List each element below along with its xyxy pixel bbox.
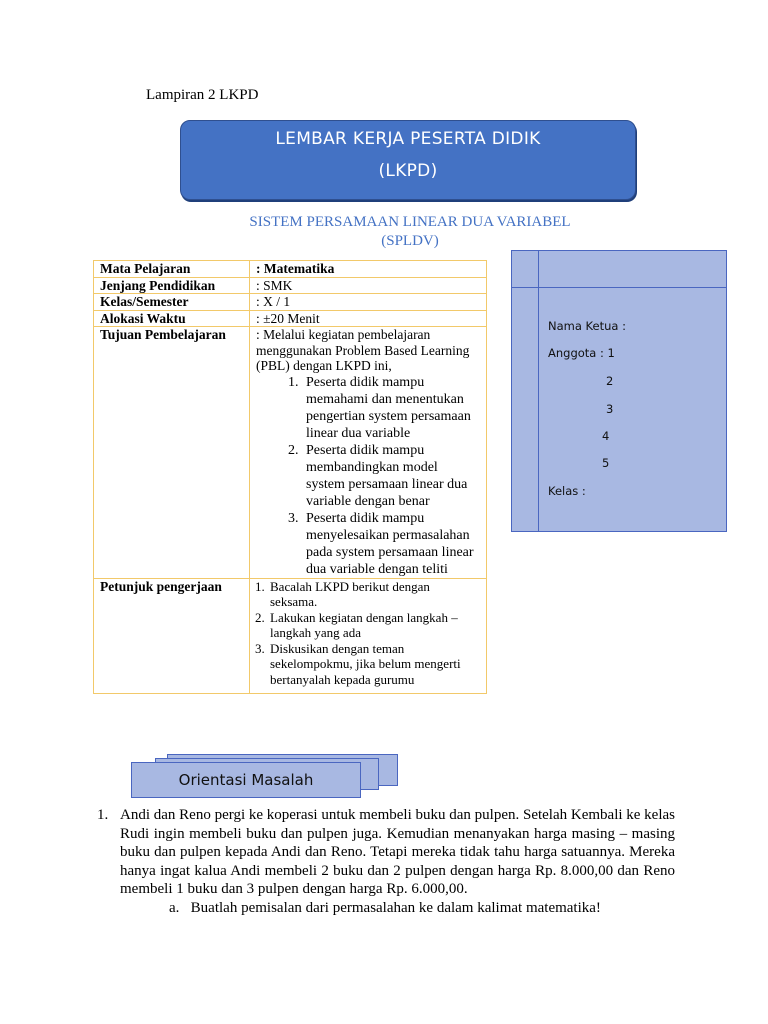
instructions-cell [250,578,487,694]
list-item: 2. Peserta didik mampu membandingkan model system persamaan linear dua variable dengan benar [302,442,480,510]
banner-subtitle: (LKPD) [378,161,438,181]
table-row [94,277,487,294]
section-tab [131,762,361,798]
member-4-field: 4 [602,429,610,443]
topic-abbreviation: (SPLDV) [381,233,439,249]
member-5-field: 5 [602,456,610,470]
list-item: 3. Diskusikan dengan teman sekelompokmu, jika belum mengerti bertanyalah kepada gurumu [268,641,480,688]
subject-label: Mata Pelajaran [94,261,250,278]
group-box-header [512,251,726,288]
level-value: : SMK [250,277,487,294]
group-box-divider [538,251,539,531]
table-row [94,261,487,278]
member-1-field: Anggota : 1 [548,346,615,360]
subject-value: : Matematika [250,261,487,278]
list-item: 2. Lakukan kegiatan dengan langkah – langkah yang ada [268,610,480,641]
sub-question-text: Buatlah pemisalan dari permasalahan ke dalam kalimat matematika! [190,899,601,916]
leader-name-field: Nama Ketua : [548,319,626,333]
problem-number: 1. [97,807,109,823]
table-row [94,578,487,694]
class-semester-label: Kelas/Semester [94,294,250,311]
sub-question [169,899,675,918]
table-row [94,294,487,311]
member-3-field: 3 [606,402,614,416]
attachment-label: Lampiran 2 LKPD [146,87,259,103]
learning-goals-label: Tujuan Pembelajaran [94,327,250,579]
group-info-box [511,250,727,532]
problem-item [97,806,675,917]
time-allocation-value: : ±20 Menit [250,310,487,327]
time-allocation-label: Alokasi Waktu [94,310,250,327]
learning-goals-cell [250,327,487,579]
table-row [94,327,487,579]
class-semester-value: : X / 1 [250,294,487,311]
info-table [93,260,487,694]
learning-goals-intro: : Melalui kegiatan pembelajaran menggunakan Problem Based Learning (PBL) dengan LKPD ini, [256,327,470,373]
section-title: Orientasi Masalah [178,771,314,789]
learning-goals-list [256,374,480,578]
member-2-field: 2 [606,374,614,388]
title-banner [180,120,636,200]
list-item: 1. Bacalah LKPD berikut dengan seksama. [268,579,480,610]
sub-question-label: a. [169,899,180,916]
instructions-list [256,579,480,688]
topic-title: SISTEM PERSAMAAN LINEAR DUA VARIABEL [249,214,571,230]
list-item: 1. Peserta didik mampu memahami dan menentukan pengertian system persamaan linear dua variable [302,374,480,442]
level-label: Jenjang Pendidikan [94,277,250,294]
table-row [94,310,487,327]
banner-title: LEMBAR KERJA PESERTA DIDIK [275,129,541,149]
class-field: Kelas : [548,484,586,498]
instructions-label: Petunjuk pengerjaan [94,578,250,694]
list-item: 3. Peserta didik mampu menyelesaikan permasalahan pada system persamaan linear dua variable dengan teliti [302,510,480,578]
problem-text: Andi dan Reno pergi ke koperasi untuk membeli buku dan pulpen. Setelah Kembali ke kelas Rudi ingin membeli buku dan pulpen juga. Kemudian menanyakan harga masing – masing buku dan pulpen kepada Andi dan Reno. Tetapi mereka tidak tahu harga satuannya. Mereka hanya ingat kalua Andi membeli 2 buku dan 2 pulpen dengan harga Rp. 8.000,00 dan Reno membeli 1 buku dan 3 pulpen dengan harga Rp. 6.000,00. [120,807,676,897]
